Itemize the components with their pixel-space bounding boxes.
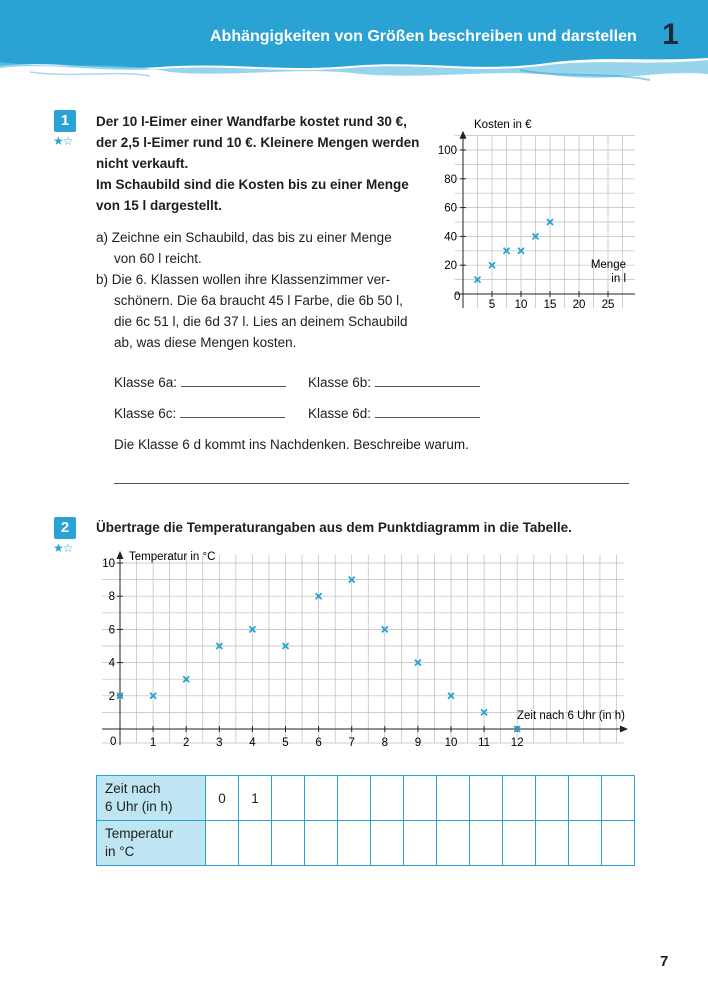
answer-6b[interactable] <box>308 372 480 393</box>
x-tick-label: 11 <box>478 737 491 749</box>
temp-chart-origin: 0 <box>110 736 117 748</box>
table-cell[interactable] <box>371 776 404 821</box>
row-header-line: Zeit nach <box>105 781 161 796</box>
answer-label: Klasse 6c: <box>114 406 177 421</box>
intro-line: nicht verkauft. <box>96 156 189 171</box>
table-cell[interactable] <box>404 776 437 821</box>
table-cell[interactable] <box>338 776 371 821</box>
y-axis-arrow <box>460 131 467 139</box>
cost-chart-x-label: Menge <box>590 259 626 271</box>
x-axis-arrow <box>620 726 628 733</box>
temp-chart-x-label: Zeit nach 6 Uhr (in h) <box>516 710 625 722</box>
intro-line: von 15 l dargestellt. <box>96 198 223 213</box>
x-tick-label: 25 <box>601 299 615 311</box>
task-1b <box>96 269 426 353</box>
subtask-text: von 60 l reicht. <box>114 251 202 266</box>
row-header-line: 6 Uhr (in h) <box>105 799 173 814</box>
temp-chart-y-label: Temperatur in °C <box>129 551 216 563</box>
subtask-label: b) <box>96 272 109 287</box>
table-cell[interactable] <box>503 821 536 866</box>
subtask-text: ab, was diese Mengen kosten. <box>114 335 297 350</box>
task-2-badge: 2 <box>54 517 76 539</box>
y-tick-label: 6 <box>108 624 115 637</box>
cost-chart <box>430 112 635 317</box>
table-cell[interactable] <box>470 776 503 821</box>
table-cell[interactable] <box>536 776 569 821</box>
subtask-text: Zeichne ein Schaubild, das bis zu einer Menge <box>111 230 392 245</box>
table-cell[interactable] <box>371 821 404 866</box>
answer-line-6a[interactable] <box>181 372 286 387</box>
intro-line: Der 10 l-Eimer einer Wandfarbe kostet rund 30 €, <box>96 114 407 129</box>
page-header-title: Abhängigkeiten von Größen beschreiben und darstellen <box>210 28 637 45</box>
table-cell[interactable] <box>272 821 305 866</box>
task-1a <box>96 227 426 269</box>
table-cell[interactable]: 0 <box>206 776 239 821</box>
y-tick-label: 8 <box>108 591 115 604</box>
subtask-text: schönern. Die 6a braucht 45 l Farbe, die 6b 50 l, <box>114 293 403 308</box>
reflection-answer-line[interactable] <box>114 483 629 484</box>
y-tick-label: 10 <box>102 558 115 570</box>
answer-line-6c[interactable] <box>180 403 285 418</box>
header-banner <box>0 0 708 95</box>
table-cell[interactable] <box>305 821 338 866</box>
table-cell[interactable] <box>437 776 470 821</box>
intro-line: Im Schaubild sind die Kosten bis zu einer Menge <box>96 177 409 192</box>
table-cell[interactable] <box>602 821 635 866</box>
y-tick-label: 80 <box>444 173 457 186</box>
table-cell[interactable] <box>569 776 602 821</box>
y-axis-arrow <box>117 551 124 559</box>
table-cell[interactable] <box>338 821 371 866</box>
table-cell[interactable]: 1 <box>239 776 272 821</box>
subtask-text: die 6c 51 l, die 6d 37 l. Lies an deinem Schaubild <box>114 314 408 329</box>
cost-chart-y-label: Kosten in € <box>474 119 532 131</box>
table-cell[interactable] <box>206 821 239 866</box>
x-tick-label: 10 <box>444 737 458 749</box>
answer-line-6b[interactable] <box>375 372 480 387</box>
cost-chart-tick-labels <box>438 145 615 311</box>
intro-line: der 2,5 l-Eimer rund 10 €. Kleinere Mengen werden <box>96 135 420 150</box>
table-cell[interactable] <box>305 776 338 821</box>
x-tick-label: 10 <box>514 299 528 311</box>
answer-label: Klasse 6b: <box>308 375 372 390</box>
chapter-number: 1 <box>662 18 679 51</box>
x-tick-label: 2 <box>182 737 190 749</box>
y-tick-label: 60 <box>444 202 457 215</box>
y-tick-label: 4 <box>108 657 115 670</box>
task-1-difficulty-stars: ★☆ <box>53 134 73 148</box>
table-cell[interactable] <box>503 776 536 821</box>
y-tick-label: 2 <box>108 690 115 703</box>
task-1-badge: 1 <box>54 110 76 132</box>
table-cell[interactable] <box>569 821 602 866</box>
reflection-prompt: Die Klasse 6 d kommt ins Nachdenken. Beschreibe warum. <box>114 437 469 452</box>
x-tick-label: 4 <box>249 737 256 749</box>
task-2-difficulty-stars: ★☆ <box>53 541 73 555</box>
y-tick-label: 20 <box>444 260 457 273</box>
answer-6c[interactable] <box>114 403 285 424</box>
subtask-label: a) <box>96 230 109 245</box>
x-tick-label: 5 <box>488 299 496 311</box>
table-cell[interactable] <box>272 776 305 821</box>
cost-chart-origin: 0 <box>454 291 461 303</box>
x-tick-label: 20 <box>572 299 586 311</box>
table-cell[interactable] <box>404 821 437 866</box>
task-2-prompt: Übertrage die Temperaturangaben aus dem Punktdiagramm in die Tabelle. <box>96 520 572 535</box>
table-row-temperature <box>97 821 635 866</box>
temperature-chart <box>92 545 637 755</box>
answer-6d[interactable] <box>308 403 480 424</box>
task-1-intro <box>96 111 426 216</box>
row-header-line: in °C <box>105 844 135 859</box>
row-header-time <box>97 776 206 821</box>
table-cell[interactable] <box>602 776 635 821</box>
x-tick-label: 5 <box>282 737 289 749</box>
cost-chart-x-label-cont: in l <box>611 273 626 285</box>
table-cell[interactable] <box>239 821 272 866</box>
subtask-text: Die 6. Klassen wollen ihre Klassenzimmer ver- <box>111 272 391 287</box>
row-header-line: Temperatur <box>105 826 174 841</box>
x-tick-label: 15 <box>543 299 557 311</box>
table-cell[interactable] <box>470 821 503 866</box>
x-tick-label: 8 <box>381 737 389 749</box>
temp-chart-tick-labels <box>102 558 523 749</box>
cost-chart-grid <box>455 136 635 308</box>
x-tick-label: 3 <box>216 737 223 749</box>
x-tick-label: 1 <box>149 737 157 749</box>
x-tick-label: 6 <box>315 737 322 749</box>
x-tick-label: 12 <box>510 737 524 749</box>
y-tick-label: 40 <box>444 231 457 244</box>
answer-label: Klasse 6a: <box>114 375 178 390</box>
x-tick-label: 9 <box>414 737 422 749</box>
temperature-table <box>96 775 635 866</box>
row-header-temperature <box>97 821 206 866</box>
page-number: 7 <box>660 953 669 970</box>
y-tick-label: 100 <box>437 145 457 157</box>
x-tick-label: 7 <box>348 737 355 749</box>
table-cell[interactable] <box>437 821 470 866</box>
answer-label: Klasse 6d: <box>308 406 372 421</box>
answer-line-6d[interactable] <box>375 403 480 418</box>
table-cell[interactable] <box>536 821 569 866</box>
answer-6a[interactable] <box>114 372 286 393</box>
table-row-time <box>97 776 635 821</box>
